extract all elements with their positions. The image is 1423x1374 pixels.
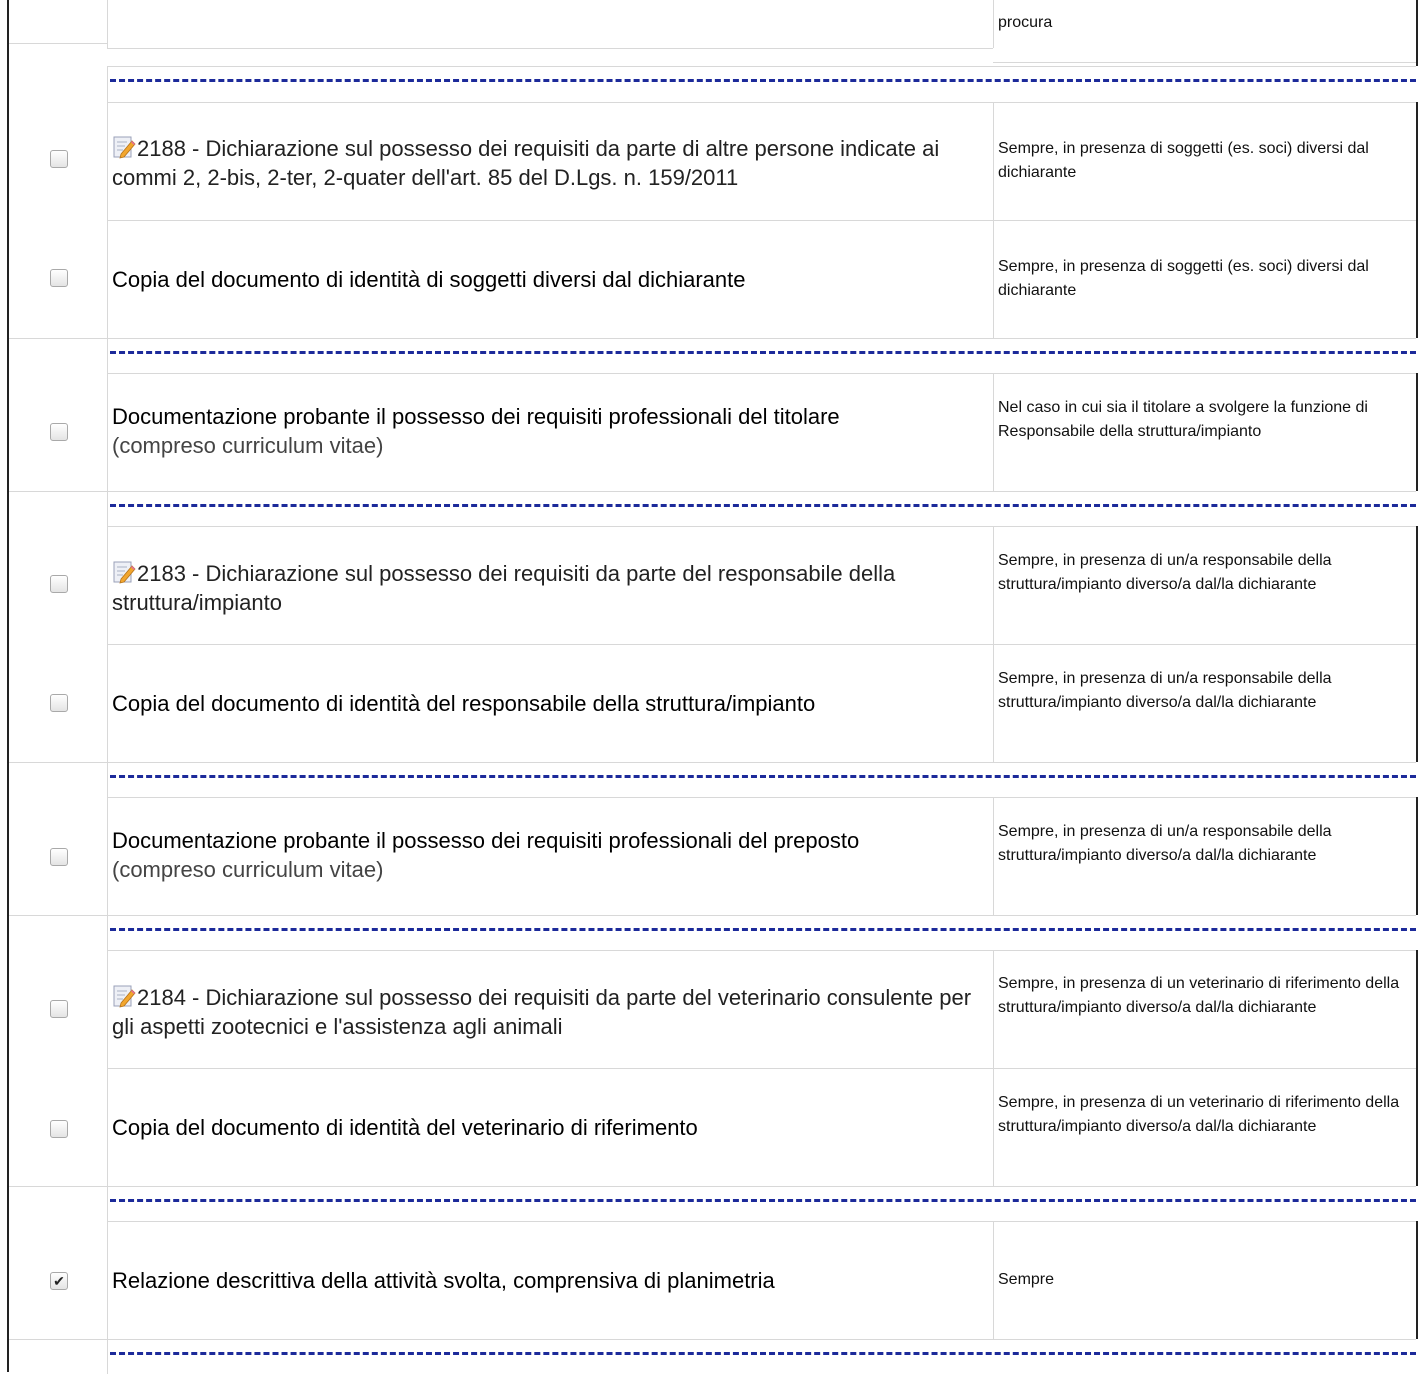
row-divider xyxy=(993,62,1416,63)
table-right-border xyxy=(1416,950,1418,1068)
row-divider xyxy=(9,338,107,339)
section-separator xyxy=(110,79,1416,82)
column-divider xyxy=(107,762,108,797)
column-divider xyxy=(993,0,994,48)
column-divider xyxy=(107,950,108,1068)
row-divider xyxy=(107,915,1416,916)
column-divider xyxy=(107,1221,108,1339)
column-divider xyxy=(107,915,108,950)
table-right-border xyxy=(1416,220,1418,338)
column-divider xyxy=(107,102,108,220)
row-divider xyxy=(9,1186,107,1187)
document-requirement-note: Sempre xyxy=(998,1271,1055,1288)
column-divider xyxy=(107,1068,108,1186)
document-requirement-note: Sempre, in presenza di un/a responsabile della struttura/impianto diverso/a dal/la dichiarante xyxy=(998,823,1332,864)
document-checkbox[interactable] xyxy=(50,150,68,168)
document-label xyxy=(112,265,982,294)
row-divider xyxy=(9,915,107,916)
document-checkbox[interactable] xyxy=(50,848,68,866)
column-divider xyxy=(993,644,994,762)
column-divider xyxy=(107,526,108,644)
column-divider xyxy=(107,338,108,373)
document-label-text: 2183 - Dichiarazione sul possesso dei requisiti da parte del responsabile della struttura/impianto xyxy=(112,561,896,615)
row-divider xyxy=(107,1186,1416,1187)
row-divider xyxy=(9,1339,107,1340)
row-divider xyxy=(107,66,1416,67)
row-divider xyxy=(107,644,1416,645)
table-right-border xyxy=(1416,526,1418,644)
row-divider xyxy=(107,526,1416,527)
document-requirement-note: Sempre, in presenza di soggetti (es. soci) diversi dal dichiarante xyxy=(998,258,1369,299)
row-divider xyxy=(107,797,1416,798)
row-divider xyxy=(107,48,993,49)
row-divider xyxy=(107,338,1416,339)
row-divider xyxy=(107,1339,1416,1340)
row-divider xyxy=(107,1221,1416,1222)
document-checkbox[interactable] xyxy=(50,1000,68,1018)
row-divider xyxy=(107,102,1416,103)
document-checkbox[interactable] xyxy=(50,1120,68,1138)
document-label-text: Copia del documento di identità di soggetti diversi dal dichiarante xyxy=(112,267,746,292)
edit-document-icon[interactable] xyxy=(112,560,136,584)
section-separator xyxy=(110,1352,1416,1355)
document-label-text: Documentazione probante il possesso dei requisiti professionali del titolare xyxy=(112,404,840,429)
row-divider xyxy=(107,950,1416,951)
document-checkbox[interactable] xyxy=(50,269,68,287)
document-checkbox[interactable] xyxy=(50,1272,68,1290)
document-label xyxy=(112,1266,982,1295)
section-separator xyxy=(110,1199,1416,1202)
column-divider xyxy=(107,373,108,491)
column-divider xyxy=(993,1221,994,1339)
table-right-border xyxy=(1416,102,1418,220)
column-divider xyxy=(993,220,994,338)
row-divider xyxy=(9,43,107,44)
edit-document-icon[interactable] xyxy=(112,135,136,159)
document-requirement-note: Nel caso in cui sia il titolare a svolgere la funzione di Responsabile della struttura/impianto xyxy=(998,399,1368,440)
document-checkbox[interactable] xyxy=(50,575,68,593)
document-label-extra: (compreso curriculum vitae) xyxy=(112,433,384,458)
document-requirement-note: Sempre, in presenza di soggetti (es. soci) diversi dal dichiarante xyxy=(998,140,1369,181)
table-left-border xyxy=(7,0,9,1372)
document-label-text: Copia del documento di identità del veterinario di riferimento xyxy=(112,1115,698,1140)
section-separator xyxy=(110,928,1416,931)
document-label-extra: (compreso curriculum vitae) xyxy=(112,857,384,882)
document-label xyxy=(112,1113,982,1142)
document-requirement-note: Sempre, in presenza di un/a responsabile della struttura/impianto diverso/a dal/la dichiarante xyxy=(998,670,1332,711)
row-divider xyxy=(107,220,1416,221)
column-divider xyxy=(107,1186,108,1221)
document-label xyxy=(112,402,982,460)
row-divider xyxy=(9,762,107,763)
document-requirement-note: Sempre, in presenza di un veterinario di riferimento della struttura/impianto diverso/a dal/la dichiarante xyxy=(998,1094,1400,1135)
section-separator xyxy=(110,775,1416,778)
row-divider xyxy=(9,491,107,492)
column-divider xyxy=(993,950,994,1068)
column-divider xyxy=(107,220,108,338)
document-checkbox[interactable] xyxy=(50,694,68,712)
document-label[interactable] xyxy=(112,134,982,192)
table-right-border xyxy=(1416,1068,1418,1186)
document-checkbox[interactable] xyxy=(50,423,68,441)
document-label-text: Documentazione probante il possesso dei requisiti professionali del preposto xyxy=(112,828,860,853)
section-separator xyxy=(110,351,1416,354)
document-requirement-note: Sempre, in presenza di un/a responsabile della struttura/impianto diverso/a dal/la dichiarante xyxy=(998,552,1332,593)
document-label xyxy=(112,826,982,884)
table-right-border xyxy=(1416,373,1418,491)
column-divider xyxy=(993,1068,994,1186)
document-label-text: 2184 - Dichiarazione sul possesso dei requisiti da parte del veterinario consulente per gli aspetti zootecnici e l'assistenza agli animali xyxy=(112,985,972,1039)
column-divider xyxy=(993,526,994,644)
column-divider xyxy=(993,102,994,220)
column-divider xyxy=(107,797,108,915)
column-divider xyxy=(107,491,108,526)
document-label-text: Copia del documento di identità del responsabile della struttura/impianto xyxy=(112,691,816,716)
document-label[interactable] xyxy=(112,983,982,1041)
row-divider xyxy=(107,762,1416,763)
column-divider xyxy=(993,797,994,915)
table-right-border xyxy=(1416,797,1418,915)
column-divider xyxy=(107,644,108,762)
column-divider xyxy=(107,1339,108,1374)
row-divider xyxy=(107,491,1416,492)
checkmark-icon: ✔ xyxy=(53,1273,65,1289)
document-label-text: 2188 - Dichiarazione sul possesso dei requisiti da parte di altre persone indicate ai commi 2, 2-bis, 2-ter, 2-quater dell'art. 85 del D.Lgs. n. 159/2011 xyxy=(112,136,940,190)
column-divider xyxy=(107,0,108,48)
column-divider xyxy=(993,373,994,491)
column-divider xyxy=(107,66,108,102)
edit-document-icon[interactable] xyxy=(112,984,136,1008)
row-divider xyxy=(107,1068,1416,1069)
top-row-note: procura xyxy=(998,14,1053,31)
document-requirement-note: Sempre, in presenza di un veterinario di riferimento della struttura/impianto diverso/a dal/la dichiarante xyxy=(998,975,1400,1016)
row-divider xyxy=(107,373,1416,374)
table-right-border xyxy=(1416,1221,1418,1339)
document-label[interactable] xyxy=(112,559,982,617)
document-label xyxy=(112,689,982,718)
table-right-border xyxy=(1416,644,1418,762)
section-separator xyxy=(110,504,1416,507)
document-label-text: Relazione descrittiva della attività svolta, comprensiva di planimetria xyxy=(112,1268,775,1293)
table-right-border xyxy=(1416,0,1418,66)
